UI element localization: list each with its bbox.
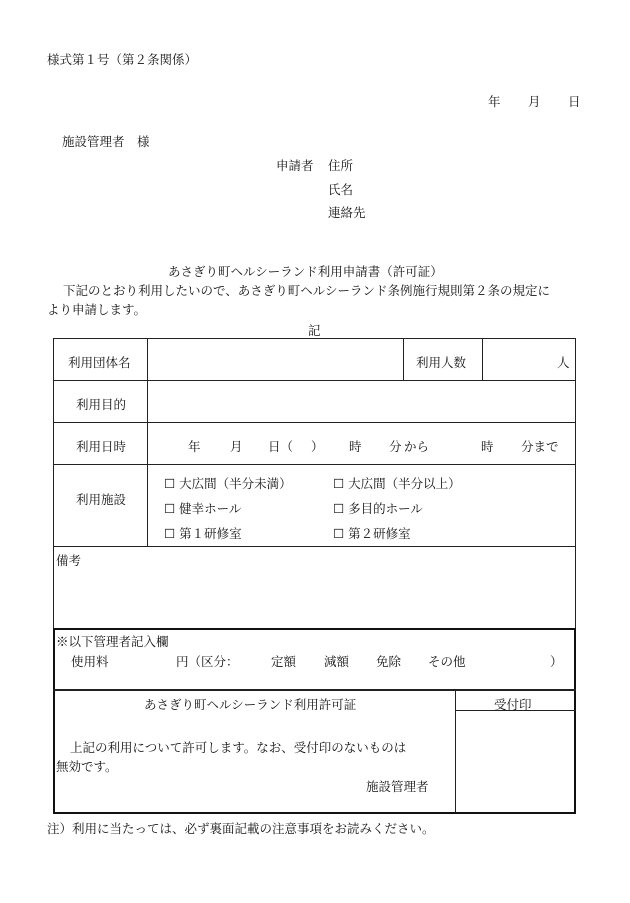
permit-text-line-1: 上記の利用について許可します。なお、受付印のないものは (70, 740, 407, 755)
date-year: 年 (488, 94, 501, 109)
applicant-name-label: 氏名 (328, 182, 354, 197)
intro-line-2: より申請します。 (47, 302, 147, 317)
user-count-field[interactable] (486, 342, 556, 377)
footnote: 注）利用に当たっては、必ず裏面記載の注意事項をお読みください。 (47, 821, 435, 836)
datetime-minute: 分 (389, 439, 402, 454)
user-count-unit: 人 (557, 355, 570, 370)
datetime-label: 利用日時 (76, 439, 127, 454)
applicant-contact-label: 連絡先 (328, 205, 366, 220)
user-count-label: 利用人数 (416, 355, 467, 370)
category-exempt[interactable]: 免除 (376, 654, 402, 669)
datetime-hour: 時 (349, 439, 362, 454)
datetime-minute-until: 分まで (521, 439, 559, 454)
category-close: ） (550, 654, 563, 669)
datetime-year: 年 (188, 439, 201, 454)
fee-label: 使用料 (71, 654, 109, 669)
addressee: 施設管理者 様 (62, 134, 150, 149)
stamp-label: 受付印 (494, 697, 532, 712)
facility-option-hall-under-half[interactable]: ☐ 大広間（半分未満） (164, 476, 292, 491)
admin-heading: ※以下管理者記入欄 (56, 634, 169, 649)
fee-field[interactable] (130, 648, 174, 668)
ki-label: 記 (308, 323, 321, 338)
form-number: 様式第１号（第２条関係） (47, 52, 198, 67)
group-name-label: 利用団体名 (68, 355, 131, 370)
permit-signer: 施設管理者 (366, 779, 429, 794)
remarks-label: 備考 (56, 553, 82, 568)
intro-line-1: 下記のとおり利用したいので、あさぎり町ヘルシーランド条例施行規則第２条の規定に (63, 283, 550, 298)
category-other[interactable]: その他 (428, 654, 466, 669)
applicant-label: 申請者 (276, 158, 314, 173)
facility-option-hall-over-half[interactable]: ☐ 大広間（半分以上） (333, 476, 461, 491)
purpose-label: 利用目的 (76, 397, 127, 412)
category-fixed[interactable]: 定額 (271, 654, 297, 669)
group-name-field[interactable] (150, 342, 400, 377)
datetime-hour-end: 時 (481, 439, 494, 454)
form-title: あさぎり町ヘルシーランド利用申請書（許可証） (168, 264, 443, 279)
purpose-field[interactable] (150, 384, 570, 419)
date-month: 月 (528, 94, 541, 109)
datetime-weekday-close: ） (311, 439, 324, 454)
permit-text-line-2: 無効です。 (56, 759, 118, 774)
datetime-month: 月 (230, 439, 243, 454)
applicant-address-label: 住所 (328, 158, 354, 173)
permit-title: あさぎり町ヘルシーランド利用許可証 (144, 697, 357, 712)
facility-option-training-room-2[interactable]: ☐ 第２研修室 (333, 526, 411, 541)
facility-option-multipurpose-hall[interactable]: ☐ 多目的ホール (333, 501, 423, 516)
fee-unit: 円（区分： (176, 654, 239, 669)
facility-label: 利用施設 (76, 492, 127, 507)
datetime-from: から (404, 439, 430, 454)
facility-option-training-room-1[interactable]: ☐ 第１研修室 (164, 526, 242, 541)
remarks-field[interactable] (56, 568, 571, 624)
date-day: 日 (568, 94, 581, 109)
facility-option-kenko-hall[interactable]: ☐ 健幸ホール (164, 501, 242, 516)
category-reduced[interactable]: 減額 (324, 654, 350, 669)
datetime-day: 日（ (268, 439, 294, 454)
stamp-area (458, 714, 572, 808)
